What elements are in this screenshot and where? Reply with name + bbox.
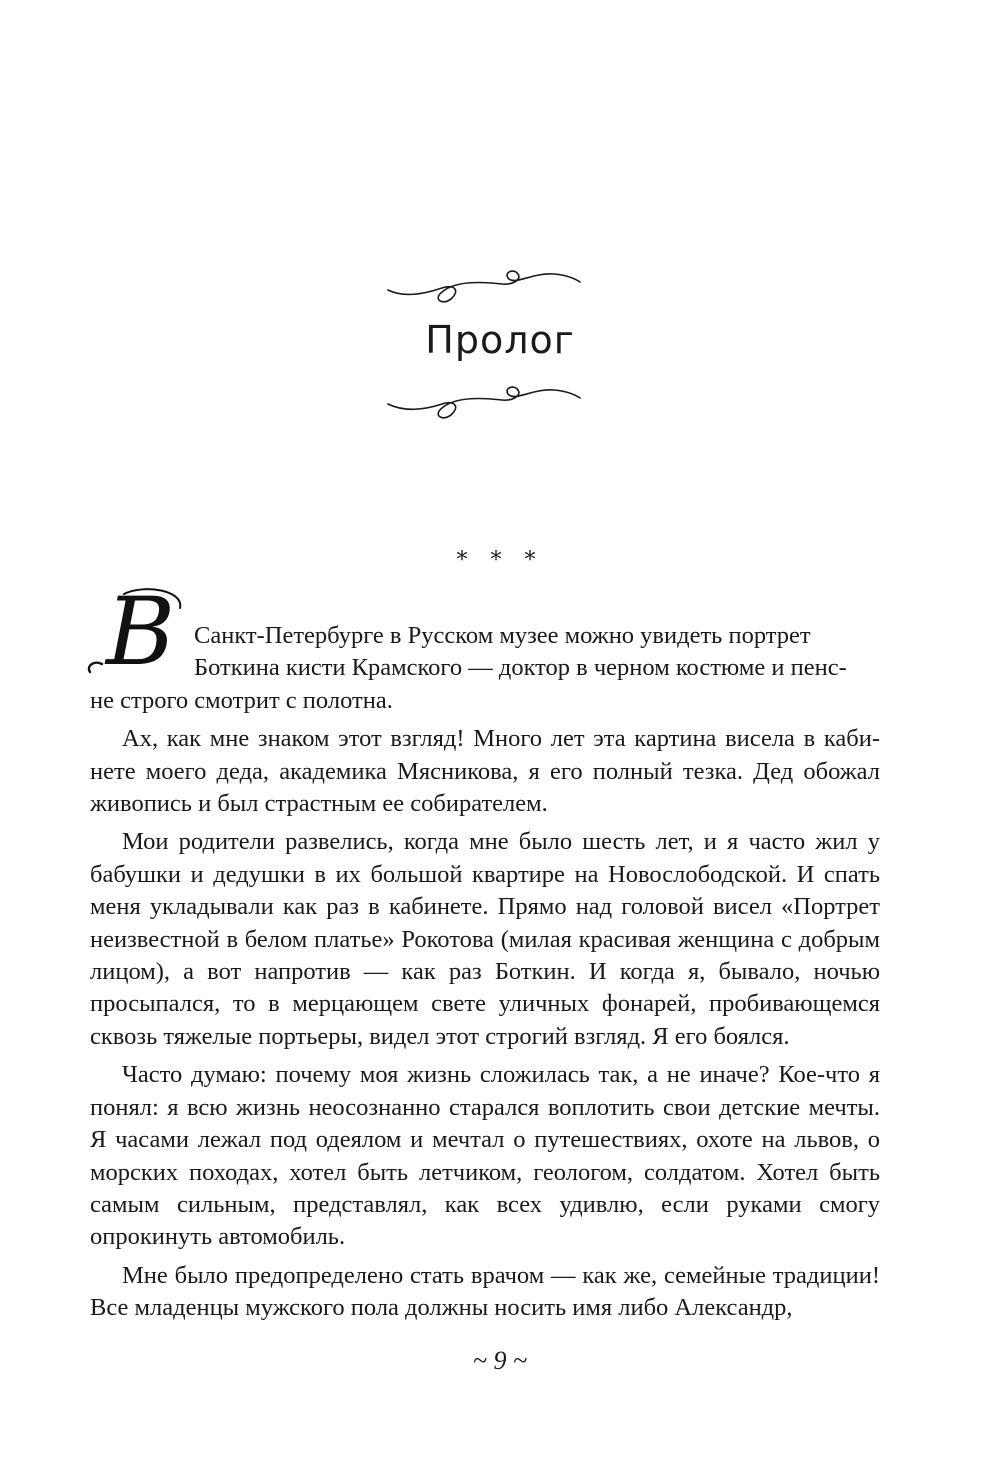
paragraph-5: Мне было предопределено стать врачом — как же, семейные традиции! Все младенцы мужского пола должны носить имя либо Александр, <box>90 1261 880 1322</box>
drop-cap-letter: В <box>106 586 176 678</box>
page-number: ~ 9 ~ <box>472 1346 528 1375</box>
section-separator: * * * <box>456 548 544 573</box>
paragraph-1-line-3: не строго смотрит с полотна. <box>90 686 393 714</box>
body-text <box>90 620 880 1331</box>
chapter-title: Пролог <box>425 318 575 362</box>
paragraph-1-line-1: Санкт-Петербурге в Русском музее можно увидеть портрет <box>194 622 811 649</box>
paragraph-1 <box>90 620 880 717</box>
paragraph-3: Мои родители развелись, когда мне было шесть лет, и я часто жил у бабушки и дедушки в их большой квартире на Новослободской. И спать меня укладывали как раз в кабинете. Прямо над головой висел «Портрет неизвестной в белом платье» Рокотова (милая красивая женщина с добрым лицом), а вот напротив — как раз Боткин. И когда я, бывало, ночью просыпался, то в мерцающем свете уличных фонарей, пробивающемся сквозь тяжелые портьеры, видел этот строгий взгляд. Я его боялся. <box>90 828 880 1050</box>
flourish-ornament-bottom <box>384 384 584 428</box>
flourish-ornament-top <box>384 264 584 308</box>
paragraph-1-line-2: Боткина кисти Крамского — доктор в черном костюме и пенс- <box>194 654 847 682</box>
paragraph-4: Часто думаю: почему моя жизнь сложилась так, а не иначе? Кое-что я понял: я всю жизнь неосознанно старался воплотить свои детские мечты. Я часами лежал под одеялом и мечтал о путешествиях, охоте на львов, о морских походах, хотел быть летчиком, геологом, солдатом. Хотел быть самым сильным, представлял, как всех удивлю, если руками смогу опрокинуть автомобиль. <box>90 1061 880 1251</box>
paragraph-2: Ах, как мне знаком этот взгляд! Много лет эта картина висела в кабинете моего деда, академика Мясникова, я его полный тезка. Дед обожал живопись и был страстным ее собирателем. <box>90 725 880 818</box>
